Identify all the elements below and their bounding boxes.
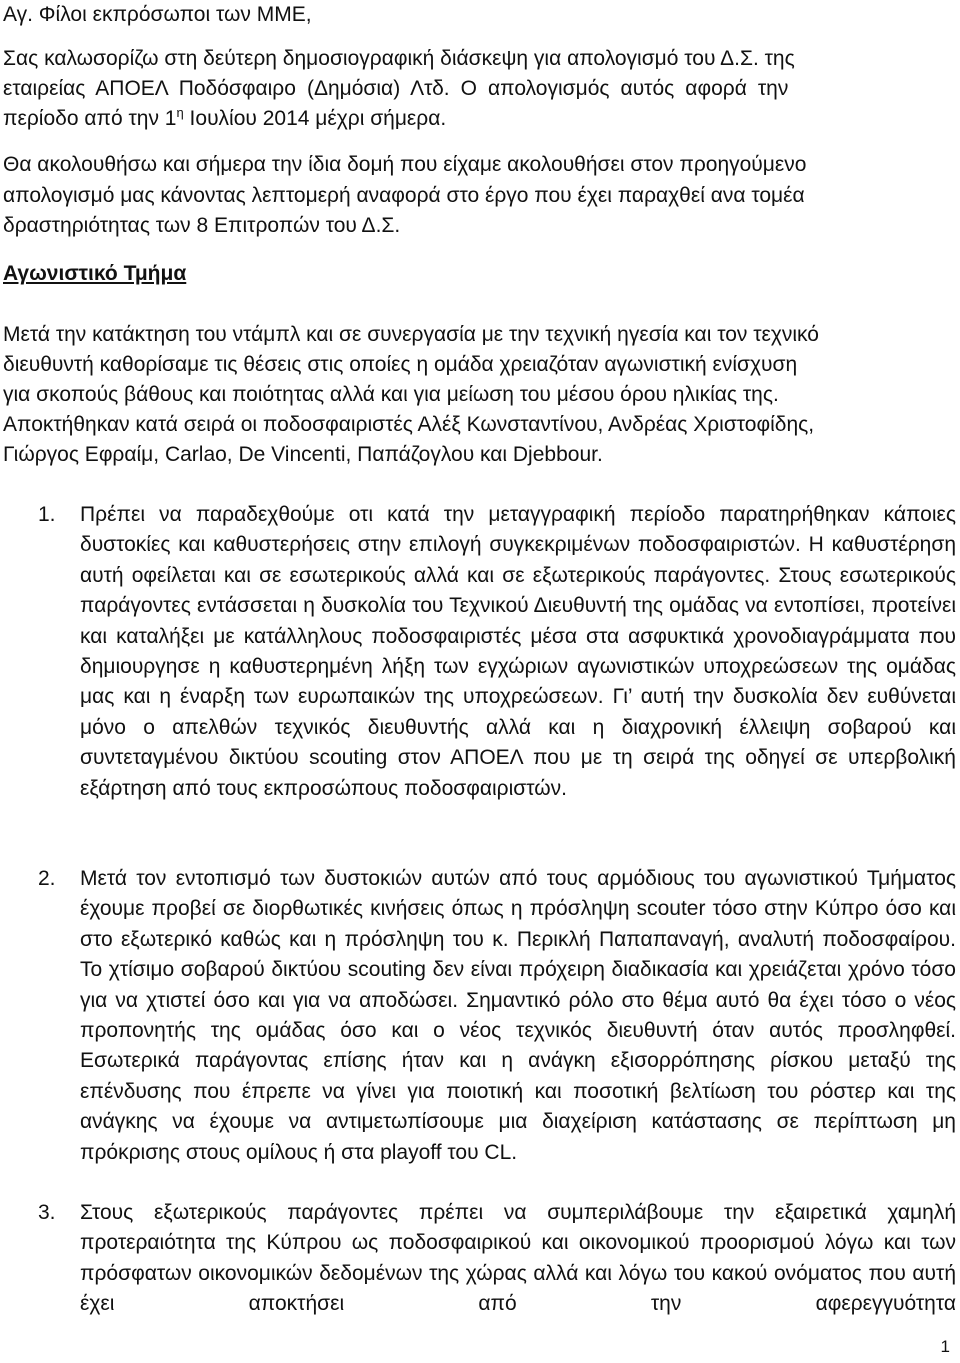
intro-line-3-after: Ιουλίου 2014 μέχρι σήμερα.: [183, 107, 447, 130]
section-intro-line-1: Μετά την κατάκτηση του ντάμπλ και σε συνεργασία με την τεχνική ηγεσία και τον τεχνικό: [3, 323, 819, 346]
section-intro-line-2: διευθυντή καθορίσαμε τις θέσεις στις οποίες η ομάδα χρειαζόταν αγωνιστική ενίσχυση: [3, 353, 798, 376]
section-heading: Αγωνιστικό Τμήμα: [3, 262, 187, 285]
list-item-number: 2.: [38, 867, 56, 890]
page-number: 1: [940, 1337, 950, 1356]
section-intro-line-5: Γιώργος Εφραίμ, Carlao, De Vincenti, Παπάζογλου και Djebbour.: [3, 443, 603, 466]
list-item-text: Μετά τον εντοπισμό των δυστοκιών αυτών από τους αρμόδιους του αγωνιστικού Τμήματος έχουμε προβεί σε διορθωτικές κινήσεις όπως η πρόσληψη scouter τόσο στην Κύπρο όσο και στο εξωτερικό καθώς και η πρόσληψη του κ. Περικλή Παπαπαναγή, αναλυτή ποδοσφαίρου. Το χτίσιμο σοβαρού δικτύου scouting δεν είναι πρόχειρη διαδικασία και χρειάζεται χρόνο τόσο για να χτιστεί όσο και για να αποδώσει. Σημαντικό ρόλο στο θέμα αυτό θα έχει τόσο ο νέος προπονητής της ομάδας όσο και ο νέος τεχνικός διευθυντή όταν αυτός προσληφθεί. Εσωτερικά παράγοντας επίσης ήταν και η ανάγκη εξισορρόπησης ρίσκου μεταξύ της επένδυσης που έπρεπε να γίνει για ποιοτική και ποσοτική βελτίωση του ρόστερ και της ανάγκης να έχουμε να αντιμετωπίσουμε μια διαχείριση κατάστασης σε περίπτωση μη πρόκρισης στους ομίλους ή στα playoff του CL.: [80, 867, 956, 1164]
list-item-text: Στους εξωτερικούς παράγοντες πρέπει να συμπεριλάβουμε την εξαιρετικά χαμηλή προτεραιότητα της Κύπρου ως ποδοσφαιρικού και οικονομικού προορισμού λόγω και των πρόσφατων οικονομικών δεδομένων της χώρας αλλά και λόγω του κακού ονόματος που αυτή έχει αποκτήσει από την αφερεγγυότητα: [80, 1201, 956, 1316]
list-item-text: Πρέπει να παραδεχθούμε οτι κατά την μεταγγραφική περίοδο παρατηρήθηκαν κάποιες δυστοκίες και καθυστερήσεις στην επιλογή συγκεκριμένων ποδοσφαιριστών. Η καθυστέρηση αυτή οφείλεται και σε εσωτερικούς αλλά και σε εξωτερικούς παράγοντες. Στους εσωτερικούς παράγοντες εντάσσεται η δυσκολία του Τεχνικού Διευθυντή της ομάδας να εντοπίσει, προτείνει και καταλήξει με κατάλληλους ποδοσφαιριστές μέσα στα ασφυκτικά χρονοδιαγράμματα που δημιουργησε η καθυστερημένη λήξη των εγχώριων αγωνιστικών υποχρεώσεων της ομάδας μας και η έναρξη των ευρωπαικών της υποχρεώσεων. Γι’ αυτή την δυσκολία δεν ευθύνεται μόνο ο απελθών τεχνικός διευθυντής αλλά και η διαχρονική έλλειψη σοβαρού και συντεταγμένου δικτύου scouting στον ΑΠΟΕΛ που με τη σειρά της οδηγεί σε υπερβολική εξάρτηση από τους εκπροσώπους ποδοσφαιριστών.: [80, 503, 956, 800]
structure-line-2: απολογισμό μας κάνοντας λεπτομερή αναφορά στο έργο που έχει παραχθεί ανα τομέα: [3, 184, 805, 207]
intro-line-3: [3, 104, 446, 134]
structure-line-3: δραστηριότητας των 8 Επιτροπών του Δ.Σ.: [3, 214, 401, 237]
section-intro-line-3: για σκοπούς βάθους και ποιότητας αλλά και για μείωση του μέσου όρου ηλικίας της.: [3, 383, 779, 406]
list-item-number: 3.: [38, 1201, 56, 1224]
structure-line-1: Θα ακολουθήσω και σήμερα την ίδια δομή που είχαμε ακολουθήσει στον προηγούμενο: [3, 153, 807, 176]
ordinal-superscript: η: [176, 105, 184, 120]
list-item-number: 1.: [38, 503, 56, 526]
salutation: Αγ. Φίλοι εκπρόσωποι των ΜΜΕ,: [3, 3, 312, 26]
intro-line-3-before: περίοδο από την 1: [3, 107, 177, 130]
section-intro-line-4: Αποκτήθηκαν κατά σειρά οι ποδοσφαιριστές Αλέξ Κωνσταντίνου, Ανδρέας Χριστοφίδης,: [3, 413, 815, 436]
intro-line-2: εταιρείας ΑΠΟΕΛ Ποδόσφαιρο (Δημόσια) Λτδ. Ο απολογισμός αυτός αφορά την: [3, 77, 789, 100]
intro-line-1: Σας καλωσορίζω στη δεύτερη δημοσιογραφική διάσκεψη για απολογισμό του Δ.Σ. της: [3, 47, 795, 70]
